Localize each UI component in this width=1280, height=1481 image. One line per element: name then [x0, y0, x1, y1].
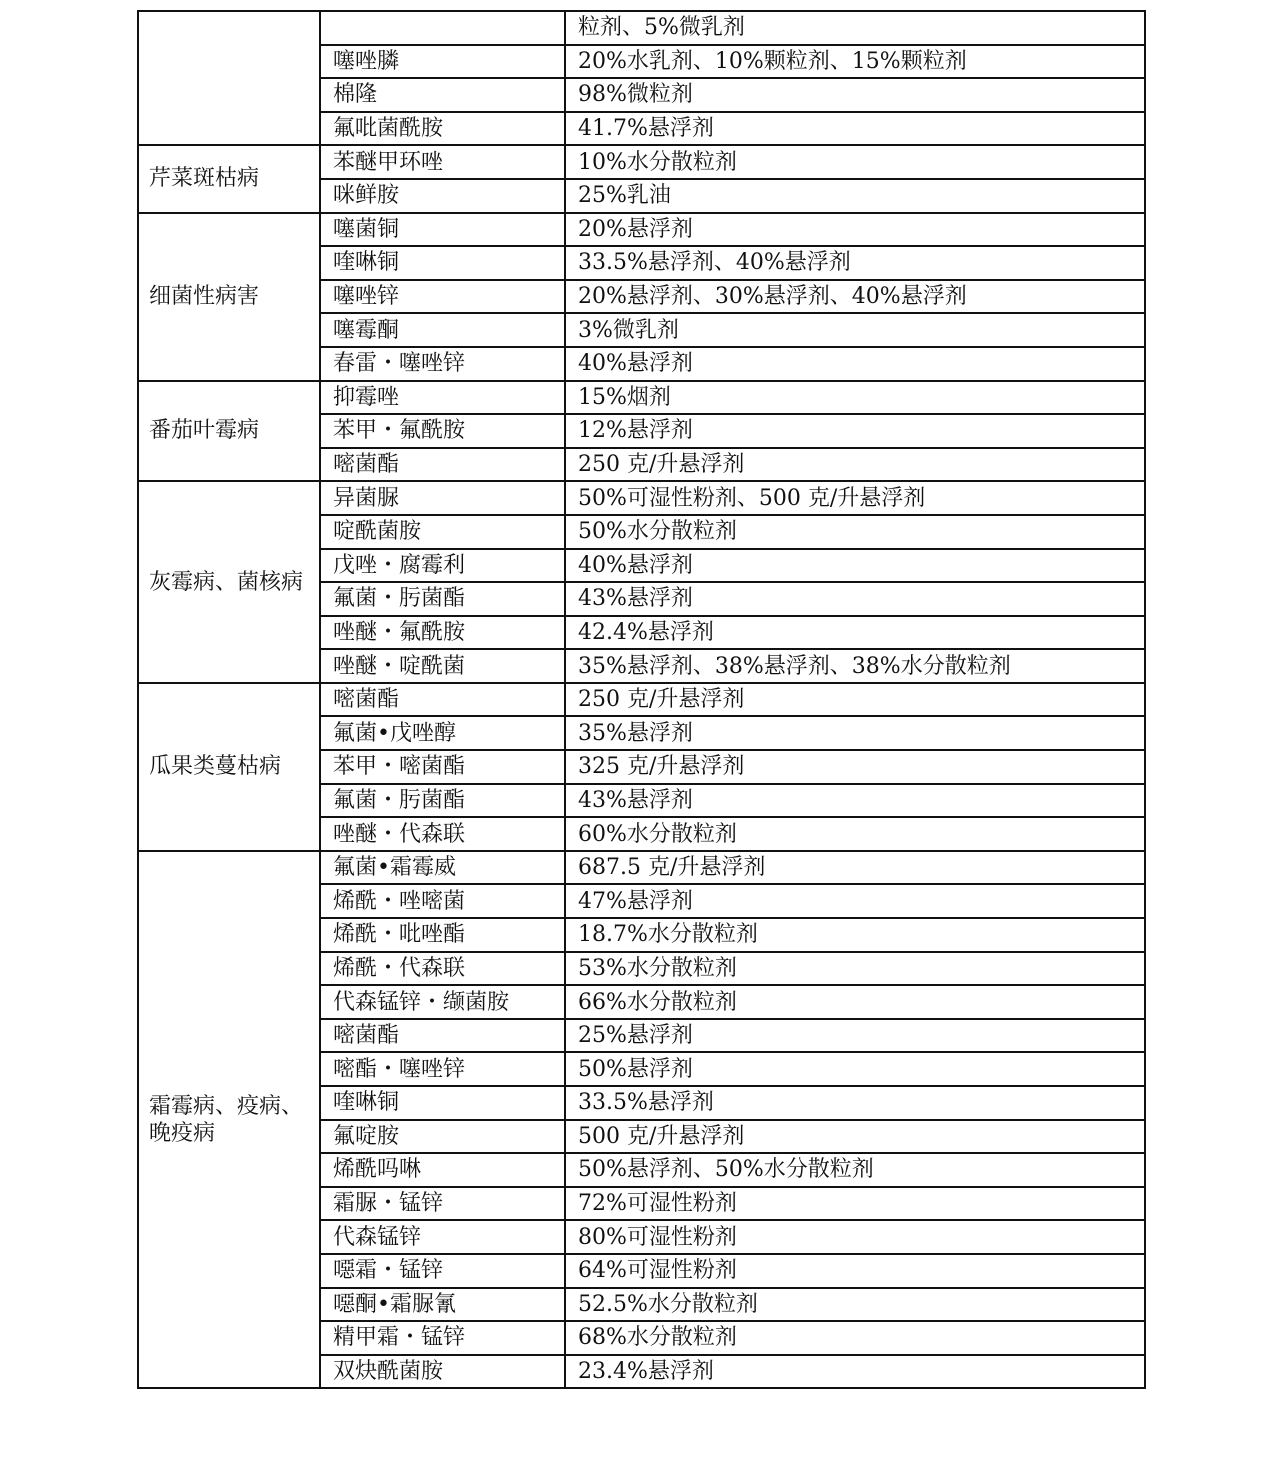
disease-cell: 霜霉病、疫病、晚疫病 [138, 851, 320, 1389]
agent-cell: 喹啉铜 [320, 246, 565, 280]
agent-cell: 氟菌•霜霉威 [320, 851, 565, 885]
formulation-cell: 33.5%悬浮剂 [565, 1086, 1145, 1120]
disease-cell [138, 11, 320, 145]
agent-cell: 噁酮•霜脲氰 [320, 1288, 565, 1322]
formulation-cell: 80%可湿性粉剂 [565, 1220, 1145, 1254]
formulation-cell: 98%微粒剂 [565, 78, 1145, 112]
formulation-cell: 40%悬浮剂 [565, 549, 1145, 583]
agent-cell: 噻唑锌 [320, 280, 565, 314]
agent-cell: 氟菌・肟菌酯 [320, 784, 565, 818]
formulation-cell: 50%悬浮剂、50%水分散粒剂 [565, 1153, 1145, 1187]
table-row [138, 11, 1145, 45]
formulation-cell: 52.5%水分散粒剂 [565, 1288, 1145, 1322]
formulation-cell: 66%水分散粒剂 [565, 985, 1145, 1019]
formulation-cell: 40%悬浮剂 [565, 347, 1145, 381]
formulation-cell: 50%悬浮剂 [565, 1052, 1145, 1086]
agent-cell: 代森锰锌・缬菌胺 [320, 985, 565, 1019]
agent-cell: 抑霉唑 [320, 381, 565, 415]
agent-cell: 戊唑・腐霉利 [320, 549, 565, 583]
disease-cell: 瓜果类蔓枯病 [138, 683, 320, 851]
agent-cell: 精甲霜・锰锌 [320, 1321, 565, 1355]
formulation-cell: 53%水分散粒剂 [565, 952, 1145, 986]
formulation-cell: 60%水分散粒剂 [565, 817, 1145, 851]
agent-cell: 喹啉铜 [320, 1086, 565, 1120]
formulation-cell: 35%悬浮剂、38%悬浮剂、38%水分散粒剂 [565, 649, 1145, 683]
agent-cell: 代森锰锌 [320, 1220, 565, 1254]
formulation-cell: 250 克/升悬浮剂 [565, 683, 1145, 717]
disease-cell: 细菌性病害 [138, 213, 320, 381]
formulation-cell: 粒剂、5%微乳剂 [565, 11, 1145, 45]
table-body [138, 11, 1145, 1388]
agent-cell: 唑醚・代森联 [320, 817, 565, 851]
formulation-cell: 64%可湿性粉剂 [565, 1254, 1145, 1288]
formulation-cell: 25%乳油 [565, 179, 1145, 213]
formulation-cell: 35%悬浮剂 [565, 716, 1145, 750]
agent-cell: 嘧菌酯 [320, 448, 565, 482]
agent-cell: 咪鲜胺 [320, 179, 565, 213]
formulation-cell: 41.7%悬浮剂 [565, 112, 1145, 146]
formulation-cell: 50%水分散粒剂 [565, 515, 1145, 549]
formulation-cell: 25%悬浮剂 [565, 1019, 1145, 1053]
formulation-cell: 42.4%悬浮剂 [565, 616, 1145, 650]
agent-cell: 苯醚甲环唑 [320, 145, 565, 179]
formulation-cell: 15%烟剂 [565, 381, 1145, 415]
formulation-cell: 250 克/升悬浮剂 [565, 448, 1145, 482]
formulation-cell: 43%悬浮剂 [565, 582, 1145, 616]
agent-cell: 嘧酯・噻唑锌 [320, 1052, 565, 1086]
disease-cell: 番茄叶霉病 [138, 381, 320, 482]
table-row [138, 381, 1145, 415]
agent-cell: 双炔酰菌胺 [320, 1355, 565, 1389]
agent-cell [320, 11, 565, 45]
formulation-cell: 23.4%悬浮剂 [565, 1355, 1145, 1389]
agent-cell: 噁霜・锰锌 [320, 1254, 565, 1288]
agent-cell: 嘧菌酯 [320, 1019, 565, 1053]
agent-cell: 氟菌・肟菌酯 [320, 582, 565, 616]
agent-cell: 烯酰・唑嘧菌 [320, 884, 565, 918]
formulation-cell: 72%可湿性粉剂 [565, 1187, 1145, 1221]
table-row [138, 145, 1145, 179]
formulation-cell: 687.5 克/升悬浮剂 [565, 851, 1145, 885]
agent-cell: 烯酰吗啉 [320, 1153, 565, 1187]
formulation-cell: 20%悬浮剂、30%悬浮剂、40%悬浮剂 [565, 280, 1145, 314]
agent-cell: 氟吡菌酰胺 [320, 112, 565, 146]
agent-cell: 唑醚・氟酰胺 [320, 616, 565, 650]
agent-cell: 烯酰・代森联 [320, 952, 565, 986]
table-row [138, 683, 1145, 717]
disease-cell: 芹菜斑枯病 [138, 145, 320, 212]
formulation-cell: 10%水分散粒剂 [565, 145, 1145, 179]
agent-cell: 苯甲・氟酰胺 [320, 414, 565, 448]
agent-cell: 烯酰・吡唑酯 [320, 918, 565, 952]
agent-cell: 唑醚・啶酰菌 [320, 649, 565, 683]
agent-cell: 春雷・噻唑锌 [320, 347, 565, 381]
formulation-cell: 20%水乳剂、10%颗粒剂、15%颗粒剂 [565, 45, 1145, 79]
formulation-cell: 12%悬浮剂 [565, 414, 1145, 448]
table-row [138, 213, 1145, 247]
formulation-cell: 50%可湿性粉剂、500 克/升悬浮剂 [565, 481, 1145, 515]
agent-cell: 霜脲・锰锌 [320, 1187, 565, 1221]
formulation-cell: 33.5%悬浮剂、40%悬浮剂 [565, 246, 1145, 280]
table-row [138, 851, 1145, 885]
formulation-cell: 3%微乳剂 [565, 313, 1145, 347]
agent-cell: 噻菌铜 [320, 213, 565, 247]
agent-cell: 氟菌•戊唑醇 [320, 716, 565, 750]
agent-cell: 噻唑膦 [320, 45, 565, 79]
agent-cell: 苯甲・嘧菌酯 [320, 750, 565, 784]
agent-cell: 氟啶胺 [320, 1120, 565, 1154]
formulation-cell: 43%悬浮剂 [565, 784, 1145, 818]
agent-cell: 异菌脲 [320, 481, 565, 515]
formulation-cell: 500 克/升悬浮剂 [565, 1120, 1145, 1154]
formulation-cell: 18.7%水分散粒剂 [565, 918, 1145, 952]
agent-cell: 嘧菌酯 [320, 683, 565, 717]
agent-cell: 棉隆 [320, 78, 565, 112]
pesticide-table [137, 10, 1146, 1389]
formulation-cell: 325 克/升悬浮剂 [565, 750, 1145, 784]
agent-cell: 噻霉酮 [320, 313, 565, 347]
formulation-cell: 47%悬浮剂 [565, 884, 1145, 918]
formulation-cell: 20%悬浮剂 [565, 213, 1145, 247]
formulation-cell: 68%水分散粒剂 [565, 1321, 1145, 1355]
disease-cell: 灰霉病、菌核病 [138, 481, 320, 683]
agent-cell: 啶酰菌胺 [320, 515, 565, 549]
table-row [138, 481, 1145, 515]
